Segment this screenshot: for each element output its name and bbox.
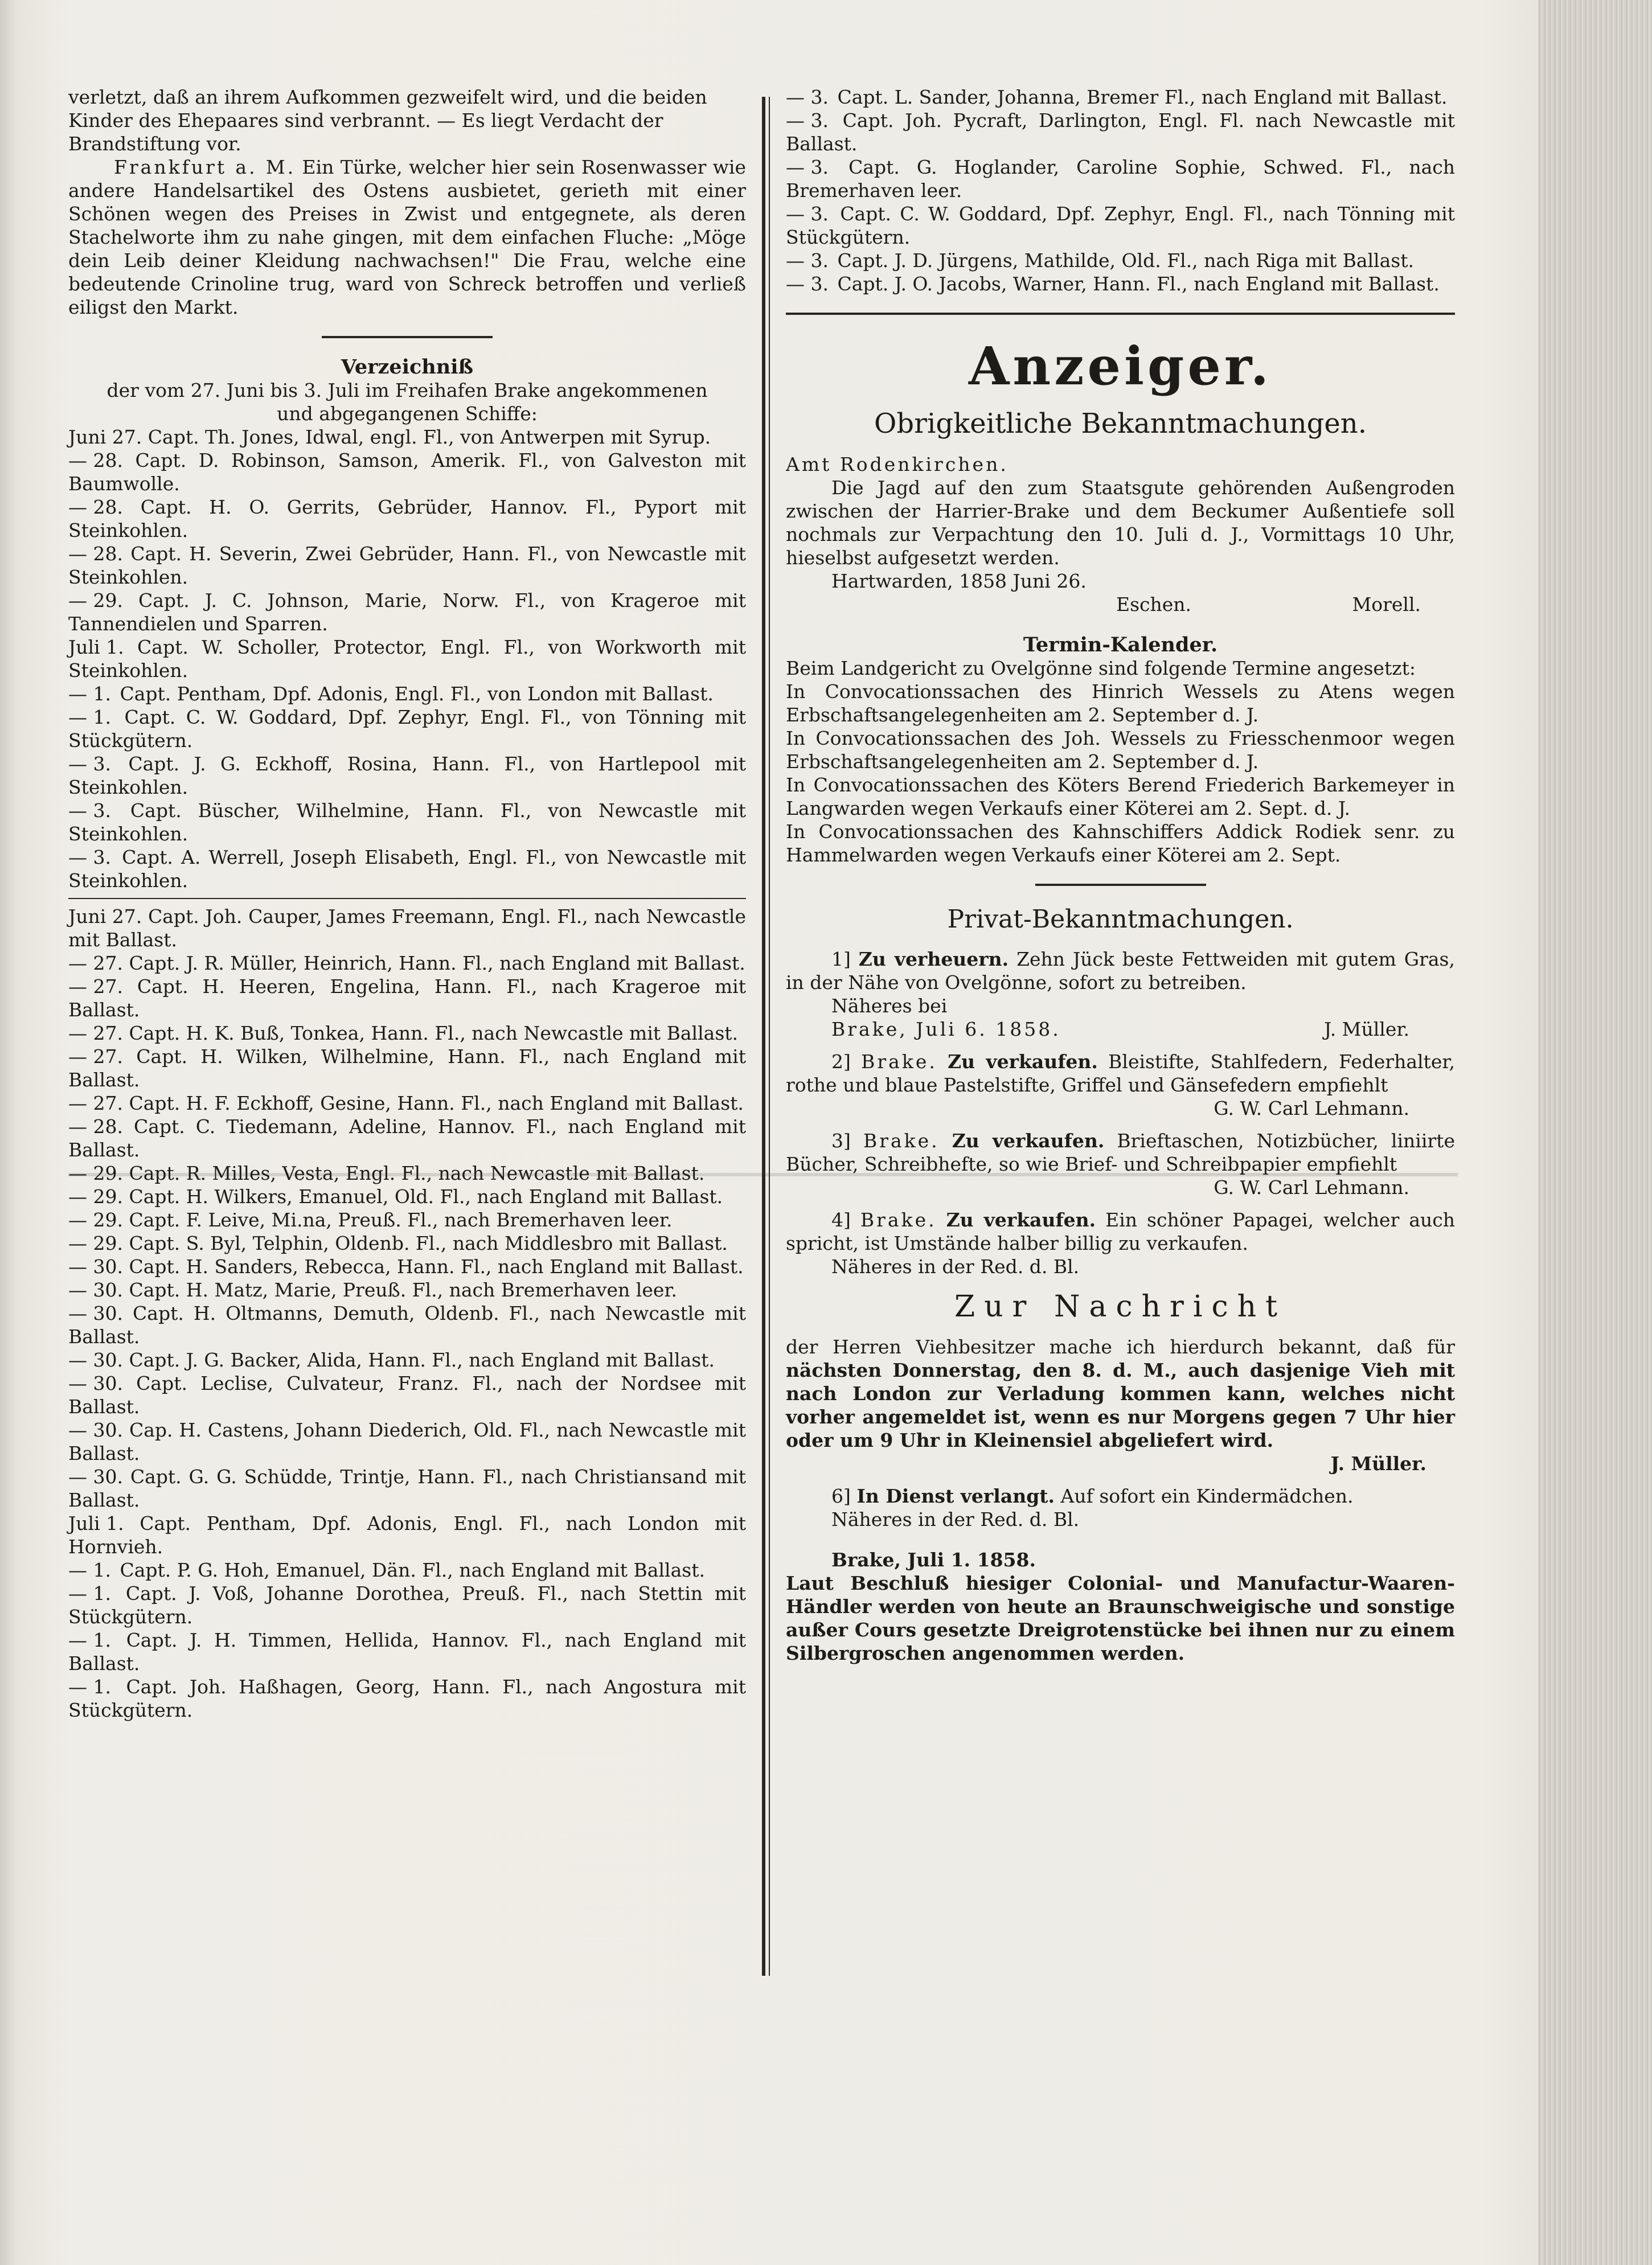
amt-signatures [786, 593, 1455, 616]
list-item: — 27. Capt. J. R. Müller, Heinrich, Hann. Fl., nach England mit Ballast. [68, 952, 745, 974]
list-item: — 27. Capt. H. Heeren, Engelina, Hann. Fl., nach Krageroe mit Ballast. [68, 975, 746, 1021]
list-item: — 3. Capt. G. Hoglander, Caroline Sophie, Schwed. Fl., nach Bremerhaven leer. [786, 156, 1455, 202]
intro-line: verletzt, daß an ihrem Aufkommen gezweifelt wird, und die beiden [68, 86, 707, 108]
ad-6: 6] In Dienst verlangt. Auf sofort ein Kindermädchen. [831, 1485, 1354, 1507]
list-item: — 28. Capt. C. Tiedemann, Adeline, Hannov. Fl., nach England mit Ballast. [68, 1115, 746, 1161]
list-item: — 30. Capt. H. Sanders, Rebecca, Hann. Fl., nach England mit Ballast. [68, 1255, 744, 1278]
list-item: — 28. Capt. D. Robinson, Samson, Amerik. Fl., von Galveston mit Baumwolle. [68, 449, 746, 495]
verzeichniss-subtitle: der vom 27. Juni bis 3. Juli im Freihafen Brake angekommenen [106, 379, 708, 401]
list-item: — 30. Capt. H. Matz, Marie, Preuß. Fl., nach Bremerhaven leer. [68, 1279, 678, 1301]
list-item: Juli 1. Capt. W. Scholler, Protector, Engl. Fl., von Workworth mit Steinkohlen. [68, 636, 746, 682]
list-item: — 3. Capt. A. Werrell, Joseph Elisabeth, Engl. Fl., von Newcastle mit Steinkohlen. [68, 846, 746, 892]
ad-headline: Zu verkaufen. [948, 1051, 1098, 1073]
ad-more: Näheres bei [831, 995, 948, 1017]
arrivals-list [68, 425, 746, 892]
intro-line: Brandstiftung vor. [68, 133, 241, 155]
ad-headline: In Dienst verlangt. [856, 1485, 1055, 1507]
termin-item: In Convocationssachen des Kahnschiffers Addick Rodiek senr. zu Hammelwarden wegen Verkaufs einer Köterei am 2. Sept. [786, 820, 1455, 866]
list-item: Juni 27. Capt. Th. Jones, Idwal, engl. Fl., von Antwerpen mit Syrup. [68, 426, 711, 448]
section-rule [322, 336, 493, 338]
list-item: — 1. Capt. P. G. Hoh, Emanuel, Dän. Fl., nach England mit Ballast. [68, 1559, 705, 1581]
ad-2: 2] Brake. Zu verkaufen. Bleistifte, Stahlfedern, Federhalter, rothe und blaue Pastelstifte, Griffel und Gänsefedern empfiehlt [786, 1051, 1455, 1096]
ad-headline: Zu verkaufen. [946, 1209, 1096, 1231]
signature: Eschen. [1116, 593, 1192, 616]
list-item: — 27. Capt. H. K. Buß, Tonkea, Hann. Fl., nach Newcastle mit Ballast. [68, 1022, 739, 1044]
column-divider [762, 97, 765, 1976]
list-item: — 29. Capt. S. Byl, Telphin, Oldenb. Fl., nach Middlesbro mit Ballast. [68, 1232, 728, 1254]
intro-line: Kinder des Ehepaares sind verbrannt. — Es liegt Verdacht der [68, 109, 663, 132]
frankfurt-paragraph [68, 155, 746, 319]
ad-headline: Zu verheuern. [858, 948, 1009, 970]
ad-3: 3] Brake. Zu verkaufen. Brieftaschen, Notizbücher, liniirte Bücher, Schreibhefte, so wie Brief- und Schreibpapier empfiehlt [786, 1130, 1455, 1175]
verzeichniss-subtitle: und abgegangenen Schiffe: [277, 403, 538, 425]
right-column [786, 85, 1455, 1665]
book-spine [1538, 0, 1652, 2265]
nachricht-title: Zur Nachricht [954, 1290, 1287, 1324]
section-rule [1035, 884, 1206, 886]
list-item: — 30. Capt. H. Oltmanns, Demuth, Oldenb. Fl., nach Newcastle mit Ballast. [68, 1302, 746, 1348]
anzeiger-title: Anzeiger. [969, 335, 1272, 397]
ad-headline: Zu verkaufen. [952, 1130, 1105, 1152]
ad-3-sign: G. W. Carl Lehmann. [1214, 1176, 1409, 1199]
list-item: — 30. Capt. Leclise, Culvateur, Franz. Fl., nach der Nordsee mit Ballast. [68, 1372, 746, 1418]
departures-list [68, 905, 746, 1722]
brake-headline: Brake, Juli 1. 1858. [831, 1549, 1036, 1571]
list-item: — 3. Capt. J. D. Jürgens, Mathilde, Old. Fl., nach Riga mit Ballast. [786, 249, 1414, 272]
ad-1: 1] Zu verheuern. Zehn Jück beste Fettweiden mit gutem Gras, in der Nähe von Ovelgönne, sofort zu betreiben. [786, 948, 1455, 994]
list-item: — 30. Cap. H. Castens, Johann Diederich, Old. Fl., nach Newcastle mit Ballast. [68, 1419, 746, 1464]
ad-1-footer: Brake, Juli 6. 1858. J. Müller. [831, 1018, 1409, 1040]
ad-more: Näheres in der Red. d. Bl. [831, 1255, 1080, 1278]
frankfurt-text: Ein Türke, welcher hier sein Rosenwasser wie andere Handelsartikel des Ostens ausbietet, gerieth mit einer Schönen wegen des Preises in Zwist und entgegnete, als deren Stachelworte ihm zu nahe gingen, mit dem einfachen Fluche: „Möge dein Leib deiner Kleidung nachwachsen!" Die Frau, welche eine bedeutende Crinoline trug, ward von Schreck betroffen und verließ eiligst den Markt. [68, 156, 746, 318]
signature: Morell. [1352, 593, 1421, 616]
list-item: — 1. Capt. Joh. Haßhagen, Georg, Hann. Fl., nach Angostura mit Stückgütern. [68, 1676, 746, 1721]
list-item: — 29. Capt. F. Leive, Mi.na, Preuß. Fl., nach Bremerhaven leer. [68, 1209, 673, 1231]
list-item: — 27. Capt. H. F. Eckhoff, Gesine, Hann. Fl., nach England mit Ballast. [68, 1092, 744, 1114]
ad-2-sign: G. W. Carl Lehmann. [1214, 1097, 1409, 1119]
list-item: — 30. Capt. G. G. Schüdde, Trintje, Hann. Fl., nach Christiansand mit Ballast. [68, 1466, 746, 1511]
list-item: — 3. Capt. J. G. Eckhoff, Rosina, Hann. Fl., von Hartlepool mit Steinkohlen. [68, 753, 746, 798]
list-item: — 3. Capt. L. Sander, Johanna, Bremer Fl., nach England mit Ballast. [786, 86, 1448, 108]
obrig-title: Obrigkeitliche Bekanntmachungen. [874, 408, 1367, 440]
termin-item: In Convocationssachen des Köters Berend Friederich Barkemeyer in Langwarden wegen Verkaufs einer Köterei am 2. Sept. d. J. [786, 774, 1455, 819]
termin-intro: Beim Landgericht zu Ovelgönne sind folgende Termine angesetzt: [786, 657, 1416, 679]
departures-list-continued [786, 85, 1455, 296]
list-item: — 1. Capt. J. Voß, Johanne Dorothea, Preuß. Fl., nach Stettin mit Stückgütern. [68, 1582, 746, 1628]
frankfurt-place: Frankfurt a. M. [114, 156, 296, 178]
ad-4: 4] Brake. Zu verkaufen. Ein schöner Papagei, welcher auch spricht, ist Umstände halber billig zu verkaufen. [786, 1209, 1456, 1254]
amt-text: Die Jagd auf den zum Staatsgute gehörenden Außengroden zwischen der Harrier-Brake und dem Beckumer Außentiefe soll nochmals zur Verpachtung den 10. Juli d. J., Vormittags 10 Uhr, hieselbst aufgesetzt werden. [786, 477, 1455, 569]
amt-place: Amt Rodenkirchen. [786, 453, 1009, 475]
list-item: — 29. Capt. J. C. Johnson, Marie, Norw. Fl., von Krageroe mit Tannendielen und Sparren. [68, 589, 746, 635]
list-item: — 27. Capt. H. Wilken, Wilhelmine, Hann. Fl., nach England mit Ballast. [68, 1045, 746, 1091]
list-item: — 28. Capt. H. Severin, Zwei Gebrüder, Hann. Fl., von Newcastle mit Steinkohlen. [68, 543, 746, 588]
list-item: — 3. Capt. Joh. Pycraft, Darlington, Engl. Fl. nach Newcastle mit Ballast. [786, 109, 1455, 155]
left-column [68, 85, 746, 1722]
column-divider-thin [769, 97, 770, 1976]
list-item: — 28. Capt. H. O. Gerrits, Gebrüder, Hannov. Fl., Pyport mit Steinkohlen. [68, 496, 746, 541]
list-item: Juni 27. Capt. Joh. Cauper, James Freemann, Engl. Fl., nach Newcastle mit Ballast. [68, 905, 746, 951]
list-item: — 29. Capt. R. Milles, Vesta, Engl. Fl., nach Newcastle mit Ballast. [68, 1162, 705, 1184]
list-item: — 3. Capt. C. W. Goddard, Dpf. Zephyr, Engl. Fl., nach Tönning mit Stückgütern. [786, 203, 1455, 248]
list-item: — 1. Capt. Pentham, Dpf. Adonis, Engl. Fl., von London mit Ballast. [68, 683, 714, 705]
list-item: — 1. Capt. J. H. Timmen, Hellida, Hannov. Fl., nach England mit Ballast. [68, 1629, 746, 1675]
list-item: — 29. Capt. H. Wilkers, Emanuel, Old. Fl., nach England mit Ballast. [68, 1185, 723, 1208]
brake-text: Laut Beschluß hiesiger Colonial- und Manufactur-Waaren-Händler werden von heute an Braunschweigische und sonstige außer Cours gesetzte Dreigrotenstücke bei ihnen nur zu einem Silbergroschen angenommen werden. [786, 1572, 1455, 1664]
termin-title: Termin-Kalender. [1023, 633, 1218, 656]
amt-date: Hartwarden, 1858 Juni 26. [831, 570, 1087, 592]
privat-title: Privat-Bekanntmachungen. [947, 905, 1294, 934]
nachricht-text: der Herren Viehbesitzer mache ich hierdurch bekannt, daß für nächsten Donnerstag, den 8. d. M., auch dasjenige Vieh mit nach London zur Verladung kommen kann, welches nicht vorher angemeldet ist, wenn es nur Morgens gegen 7 Uhr hier oder um 9 Uhr in Kleinensiel abgeliefert wird. [786, 1336, 1455, 1451]
list-item: — 1. Capt. C. W. Goddard, Dpf. Zephyr, Engl. Fl., von Tönning mit Stückgütern. [68, 706, 746, 752]
list-item: — 3. Capt. J. O. Jacobs, Warner, Hann. Fl., nach England mit Ballast. [786, 273, 1440, 295]
termin-item: In Convocationssachen des Joh. Wessels zu Friesschenmoor wegen Erbschaftsangelegenheiten am 2. September d. J. [786, 727, 1455, 773]
verzeichniss-title: Verzeichniß [341, 355, 474, 379]
section-rule [786, 313, 1455, 315]
nachricht-sign: J. Müller. [1330, 1452, 1426, 1475]
termin-item: In Convocationssachen des Hinrich Wessels zu Atens wegen Erbschaftsangelegenheiten am 2. September d. J. [786, 680, 1455, 726]
list-item: — 30. Capt. J. G. Backer, Alida, Hann. Fl., nach England mit Ballast. [68, 1349, 715, 1371]
list-item: Juli 1. Capt. Pentham, Dpf. Adonis, Engl. Fl., nach London mit Hornvieh. [68, 1512, 746, 1558]
list-item: — 3. Capt. Büscher, Wilhelmine, Hann. Fl., von Newcastle mit Steinkohlen. [68, 799, 746, 845]
ad-more: Näheres in der Red. d. Bl. [831, 1508, 1080, 1530]
list-divider [68, 898, 746, 899]
